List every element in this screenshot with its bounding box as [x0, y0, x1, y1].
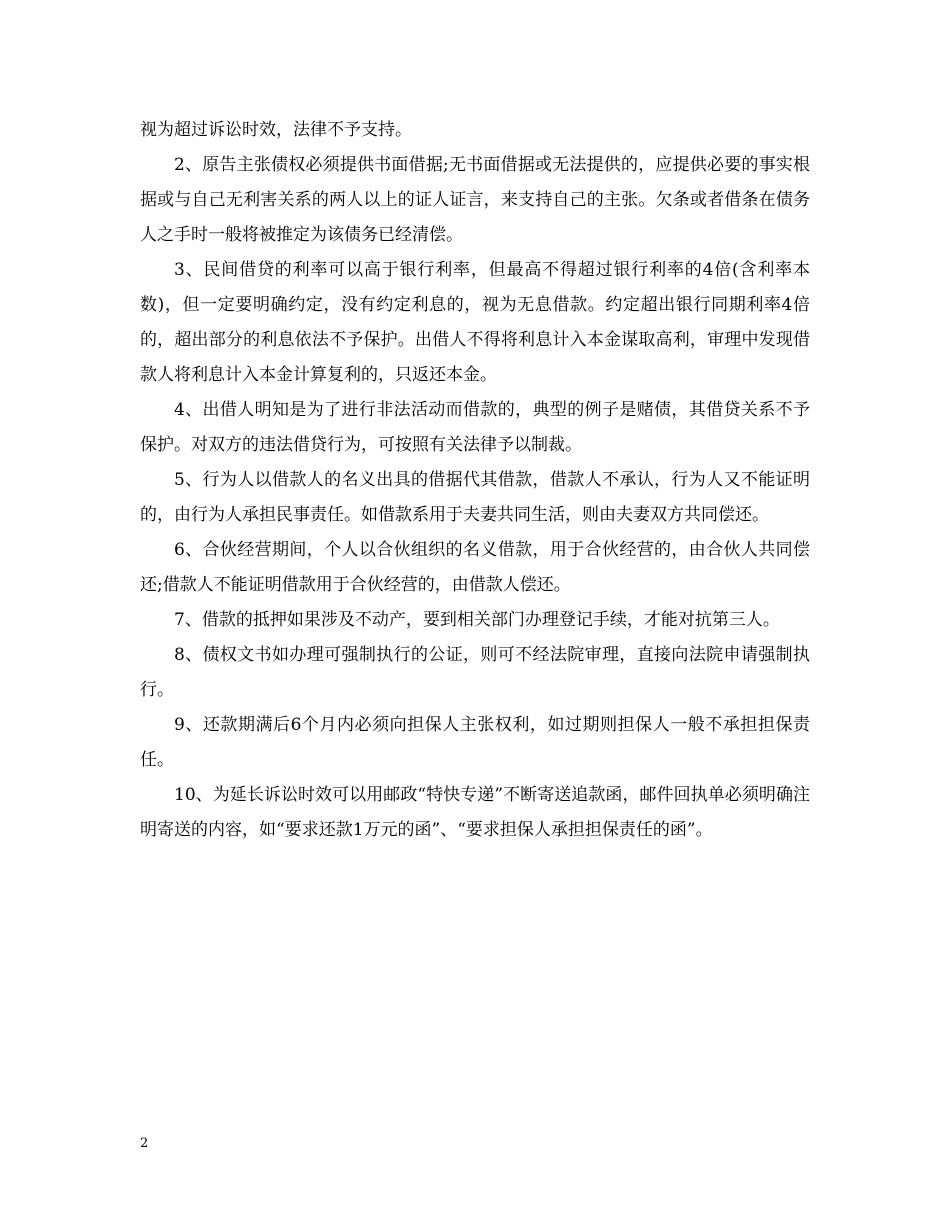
paragraph-item-4: 4、出借人明知是为了进行非法活动而借款的，典型的例子是赌债，其借贷关系不予保护。对双方的违法借贷行为，可按照有关法律予以制裁。 — [140, 400, 810, 455]
paragraph-item-5: 5、行为人以借款人的名义出具的借据代其借款，借款人不承认，行为人又不能证明的，由行为人承担民事责任。如借款系用于夫妻共同生活，则由夫妻双方共同偿还。 — [140, 470, 810, 525]
paragraph-item-9: 9、还款期满后6个月内必须向担保人主张权利，如过期则担保人一般不承担担保责任。 — [140, 715, 810, 770]
paragraph-item-2: 2、原告主张债权必须提供书面借据;无书面借据或无法提供的，应提供必要的事实根据或与自己无利害关系的两人以上的证人证言，来支持自己的主张。欠条或者借条在债务人之手时一般将被推定为该债务已经清偿。 — [140, 155, 810, 245]
page-number: 2 — [140, 1136, 149, 1151]
document-body — [140, 113, 810, 848]
paragraph-continuation: 视为超过诉讼时效，法律不予支持。 — [140, 120, 412, 140]
paragraph-item-3: 3、民间借贷的利率可以高于银行利率，但最高不得超过银行利率的4倍(含利率本数)，但一定要明确约定，没有约定利息的，视为无息借款。约定超出银行同期利率4倍的，超出部分的利息依法不予保护。出借人不得将利息计入本金谋取高利，审理中发现借款人将利息计入本金计算复利的，只返还本金。 — [140, 260, 810, 385]
paragraph-item-7: 7、借款的抵押如果涉及不动产，要到相关部门办理登记手续，才能对抗第三人。 — [174, 610, 780, 630]
paragraph-item-10: 10、为延长诉讼时效可以用邮政“特快专递”不断寄送追款函，邮件回执单必须明确注明寄送的内容，如“要求还款1万元的函”、“要求担保人承担担保责任的函”。 — [140, 785, 810, 840]
paragraph-item-6: 6、合伙经营期间，个人以合伙组织的名义借款，用于合伙经营的，由合伙人共同偿还;借款人不能证明借款用于合伙经营的，由借款人偿还。 — [140, 540, 810, 595]
paragraph-item-8: 8、债权文书如办理可强制执行的公证，则可不经法院审理，直接向法院申请强制执行。 — [140, 645, 810, 700]
